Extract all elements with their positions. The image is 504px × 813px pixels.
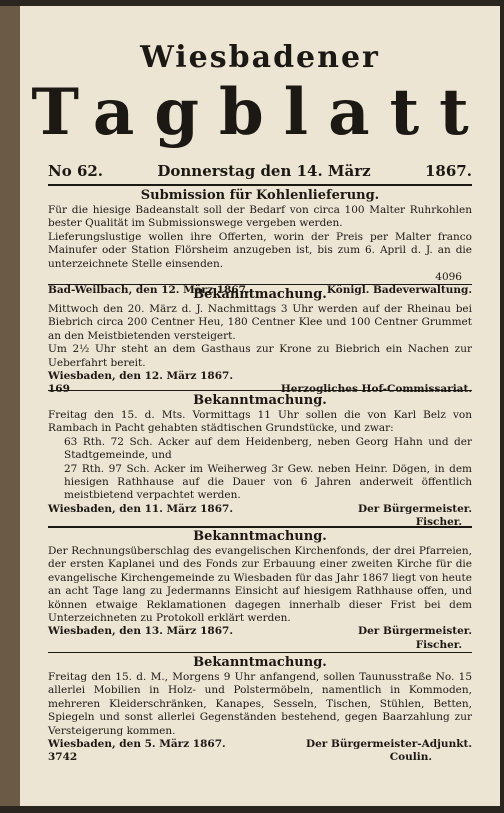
notice-signatory: Der Bürgermeister. (357, 625, 472, 638)
notice-place-date: Bad-Weilbach, den 12. März 1867. (48, 284, 250, 297)
divider (48, 284, 472, 285)
notice-coal-submission (48, 188, 472, 298)
notice-heading: Bekanntmachung. (193, 393, 327, 408)
notice-signature: Coulin. (389, 751, 432, 764)
masthead-line1: Wiesbadener (140, 40, 380, 75)
notice-paragraph: 27 Rth. 97 Sch. Acker im Weiherweg 3r Gew. neben Heinr. Dögen, in dem hiesigen Rathhause auf die Dauer von 6 Jahren anderweit öffentlich meistbietend verpachtet werden. (64, 462, 472, 502)
notice-code: 169 (48, 383, 70, 396)
divider (48, 390, 472, 391)
issue-year: 1867. (425, 162, 472, 180)
notice-signature: Fischer. (415, 638, 462, 651)
notice-church-fund (48, 529, 472, 652)
divider (48, 652, 472, 653)
newspaper-page (20, 6, 500, 806)
notice-code: 4096 (435, 271, 462, 284)
notice-signatory: Herzogliches Hof-Commissariat. (280, 383, 472, 396)
notice-place-date: Wiesbaden, den 11. März 1867. (48, 502, 233, 515)
notice-paragraph: Um 2½ Uhr steht an dem Gasthaus zur Krone zu Biebrich ein Nachen zur Ueberfahrt bereit. (48, 343, 472, 369)
notice-heading: Bekanntmachung. (193, 287, 327, 302)
left-page-edge (0, 6, 20, 806)
notice-heading: Bekanntmachung. (193, 655, 327, 670)
divider (48, 526, 472, 528)
notice-code: 3742 (48, 751, 78, 764)
notice-footer (48, 738, 472, 751)
notice-paragraph: Für die hiesige Badeanstalt soll der Bedarf von circa 100 Malter Ruhrkohlen bester Qualität im Submissionswege vergeben werden. (48, 204, 472, 230)
notice-signature: Fischer. (415, 516, 462, 529)
notice-signatory: Der Bürgermeister. (357, 502, 472, 515)
notice-footer (48, 503, 472, 516)
notice-land-lease (48, 393, 472, 530)
issue-number: No 62. (48, 162, 104, 180)
notice-paragraph: 63 Rth. 72 Sch. Acker auf dem Heidenberg, neben Georg Hahn und der Stadtgemeinde, und (64, 435, 472, 462)
notice-hay-auction (48, 287, 472, 397)
issue-date: Donnerstag den 14. März (157, 162, 371, 180)
notice-heading: Submission für Kohlenlieferung. (140, 188, 380, 203)
notice-furniture-auction (48, 655, 472, 765)
notice-place-date: Wiesbaden, den 12. März 1867. (48, 370, 233, 383)
masthead-line2: Tagblatt (31, 75, 489, 150)
notice-footer-bottom (48, 751, 472, 764)
header-rule (48, 184, 472, 186)
notice-footer (48, 625, 472, 638)
notice-paragraph: Mittwoch den 20. März d. J. Nachmittags 3 Uhr werden auf der Rheinau bei Biebrich circa 200 Centner Heu, 180 Centner Klee und 100 Centner Grummet an den Meistbietenden versteigert. (48, 303, 472, 342)
notice-paragraph: Lieferungslustige wollen ihre Offerten, worin der Preis per Malter franco Mainufer oder Station Flörsheim anzugeben ist, bis zum 6. April d. J. an die unterzeichnete Stelle einsenden. (48, 230, 472, 270)
notice-signatory: Der Bürgermeister-Adjunkt. (305, 738, 472, 751)
notice-heading: Bekanntmachung. (193, 529, 327, 544)
notice-paragraph: Freitag den 15. d. Mts. Vormittags 11 Uhr sollen die von Karl Belz von Rambach in Pacht gehabten städtischen Grundstücke, und zwar: (48, 409, 472, 435)
notice-signatory: Königl. Badeverwaltung. (326, 284, 472, 297)
dateline (48, 162, 472, 180)
notice-place-date: Wiesbaden, den 5. März 1867. (48, 738, 226, 751)
notice-paragraph: Freitag den 15. d. M., Morgens 9 Uhr anfangend, sollen Taunusstraße No. 15 allerlei Mobilien in Holz- und Polstermöbeln, namentlich in Kommoden, mehreren Kleiderschränken, Kanapes, Sesseln, Tischen, Stühlen, Betten, Spiegeln und sonst allerlei Gegenständen bestehend, gegen Baarzahlung zur Versteigerung kommen. (48, 671, 472, 737)
notice-paragraph: Der Rechnungsüberschlag des evangelischen Kirchenfonds, der drei Pfarreien, der ersten Kaplanei und des Fonds zur Erbauung einer zweiten Kirche für die evangelische Kirchengemeinde zu Wiesbaden für das Jahr 1867 liegt von heute an acht Tage lang zu Jedermanns Einsicht auf hiesigem Rathhause offen, und können etwaige Reklamationen dagegen innerhalb dieser Frist bei dem Unterzeichneten zu Protokoll erklärt werden. (48, 545, 472, 625)
notice-place-date: Wiesbaden, den 13. März 1867. (48, 625, 233, 638)
